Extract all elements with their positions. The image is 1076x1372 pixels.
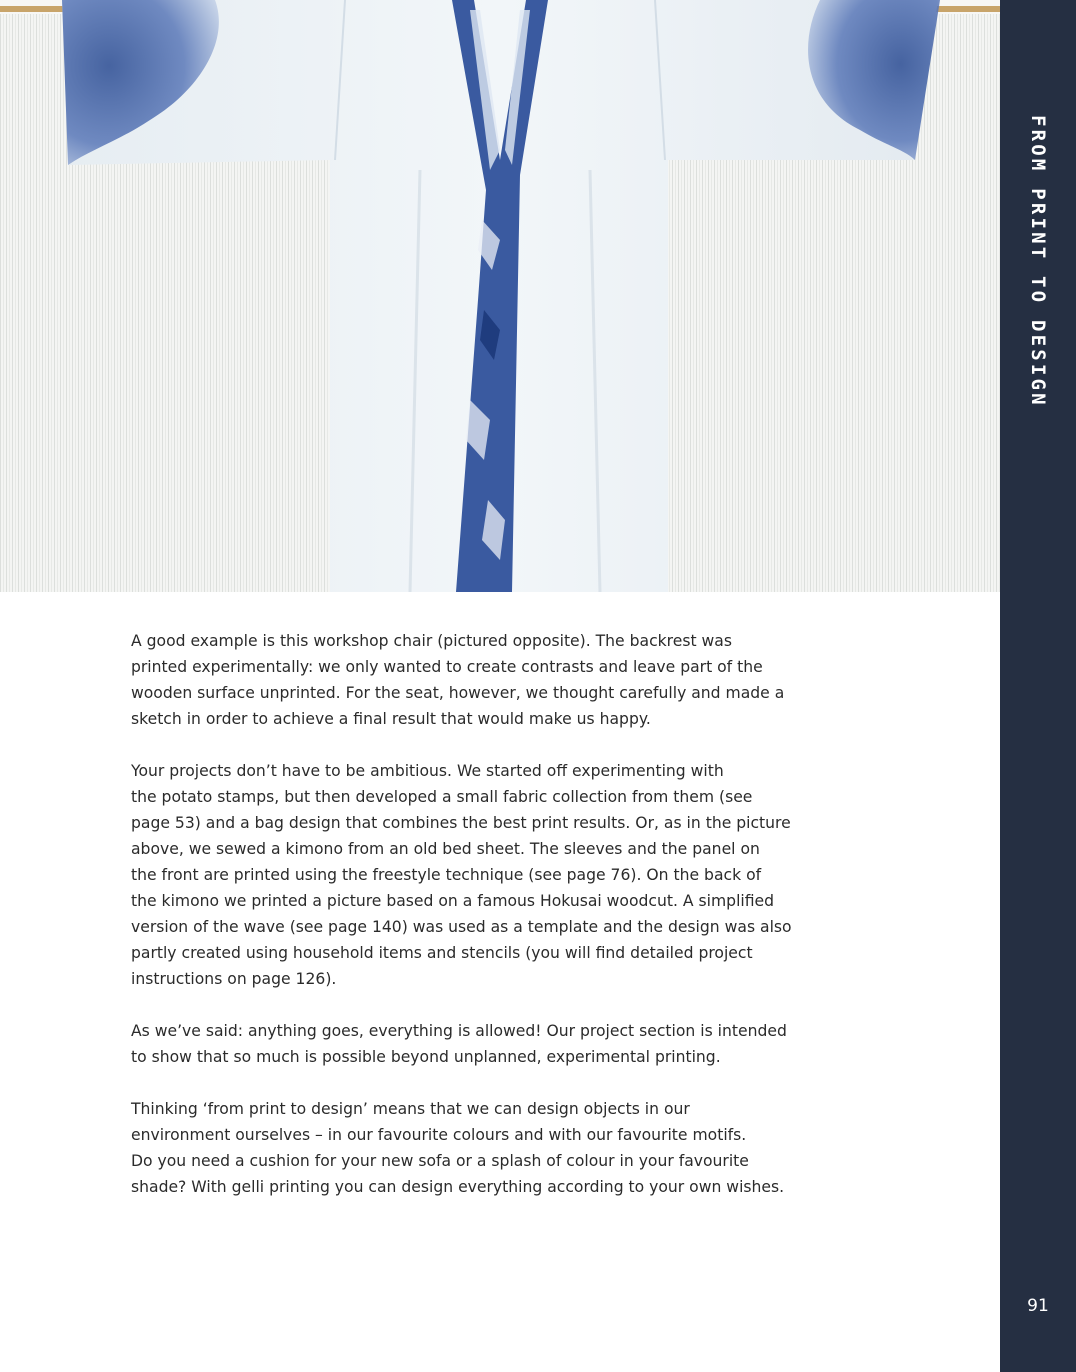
text-line: Do you need a cushion for your new sofa or a splash of colour in your favourite — [131, 1152, 749, 1170]
paragraph — [131, 628, 801, 732]
text-line: version of the wave (see page 140) was used as a template and the design was also — [131, 918, 792, 936]
paragraph — [131, 1018, 801, 1070]
body-text — [131, 628, 801, 1226]
text-line: A good example is this workshop chair (pictured opposite). The backrest was — [131, 632, 732, 650]
text-line: instructions on page 126). — [131, 970, 337, 988]
text-line: the front are printed using the freestyle technique (see page 76). On the back of — [131, 866, 762, 884]
paragraph — [131, 1096, 801, 1200]
text-line: Thinking ‘from print to design’ means that we can design objects in our — [131, 1100, 690, 1118]
text-line: Your projects don’t have to be ambitious. We started off experimenting with — [131, 762, 724, 780]
text-line: the kimono we printed a picture based on a famous Hokusai woodcut. A simplified — [131, 892, 775, 910]
text-line: above, we sewed a kimono from an old bed sheet. The sleeves and the panel on — [131, 840, 760, 858]
text-line: to show that so much is possible beyond unplanned, experimental printing. — [131, 1048, 721, 1066]
section-title: FROM PRINT TO DESIGN — [1027, 115, 1049, 408]
text-line: wooden surface unprinted. For the seat, however, we thought carefully and made a — [131, 684, 785, 702]
text-line: page 53) and a bag design that combines the best print results. Or, as in the picture — [131, 814, 791, 832]
kimono-photo — [0, 0, 1000, 592]
text-line: sketch in order to achieve a final result that would make us happy. — [131, 710, 651, 728]
page-number: 91 — [1027, 1296, 1049, 1316]
text-line: environment ourselves – in our favourite colours and with our favourite motifs. — [131, 1126, 747, 1144]
text-line: shade? With gelli printing you can design everything according to your own wishes. — [131, 1178, 785, 1196]
paragraph — [131, 758, 801, 992]
sidebar-band — [1000, 0, 1076, 1372]
text-line: the potato stamps, but then developed a small fabric collection from them (see — [131, 788, 753, 806]
text-line: printed experimentally: we only wanted to create contrasts and leave part of the — [131, 658, 763, 676]
text-line: partly created using household items and stencils (you will find detailed project — [131, 944, 753, 962]
text-line: As we’ve said: anything goes, everything is allowed! Our project section is intended — [131, 1022, 787, 1040]
